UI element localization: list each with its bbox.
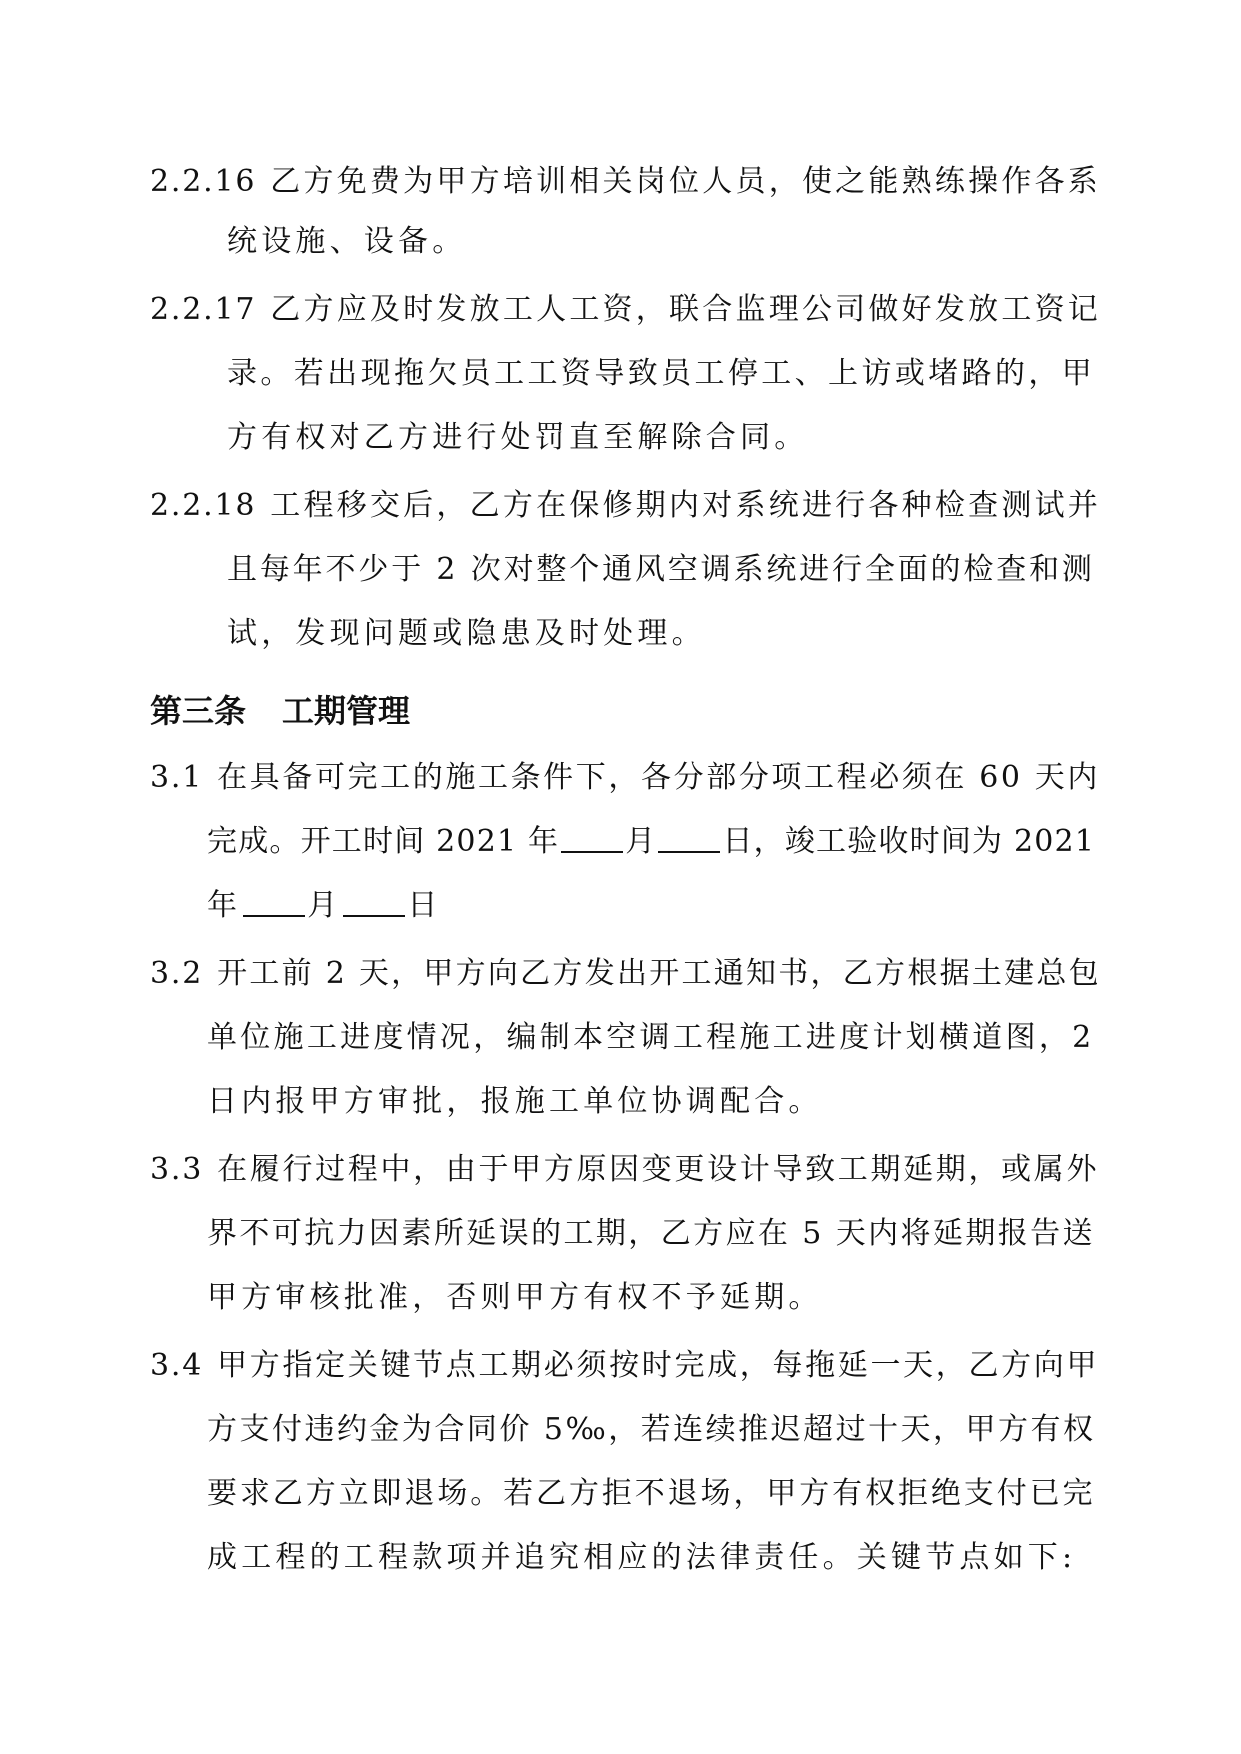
- clause-2-2-18-line-3: 试，发现问题或隐患及时处理。: [227, 616, 706, 651]
- item-3-2-line-2: 单位施工进度情况，编制本空调工程施工进度计划横道图，2: [207, 1020, 1095, 1055]
- item-3-4-line-4: 成工程的工程款项并追究相应的法律责任。关键节点如下:: [207, 1540, 1077, 1575]
- clause-2-2-17-line-2: 录。若出现拖欠员工工资导致员工停工、上访或堵路的，甲: [227, 356, 1096, 391]
- clause-2-2-18-line-2: 且每年不少于 2 次对整个通风空调系统进行全面的检查和测: [227, 552, 1095, 587]
- item-3-1-line-2: 完成。开工时间 2021 年 月 日，竣工验收时间为 2021: [207, 824, 1096, 859]
- clause-2-2-16-line-2: 统设施、设备。: [227, 224, 467, 259]
- item-3-4-line-1: 3.4 甲方指定关键节点工期必须按时完成，每拖延一天，乙方向甲: [150, 1348, 1100, 1383]
- clause-2-2-16-line-1: 2.2.16 乙方免费为甲方培训相关岗位人员，使之能熟练操作各系: [150, 164, 1102, 199]
- item-3-4-line-2: 方支付违约金为合同价 5‰，若连续推迟超过十天，甲方有权: [207, 1412, 1096, 1447]
- item-3-3-line-3: 甲方审核批准，否则甲方有权不予延期。: [207, 1280, 823, 1315]
- month-blank[interactable]: [561, 827, 623, 853]
- clause-2-2-17-line-1: 2.2.17 乙方应及时发放工人工资，联合监理公司做好发放工资记: [150, 292, 1102, 327]
- item-3-1-line-1: 3.1 在具备可完工的施工条件下，各分部分项工程必须在 60 天内: [150, 760, 1100, 795]
- item-3-2-line-3: 日内报甲方审批，报施工单位协调配合。: [207, 1084, 823, 1119]
- section-heading: 第三条 工期管理: [150, 692, 411, 730]
- clause-2-2-18-line-1: 2.2.18 工程移交后，乙方在保修期内对系统进行各种检查测试并: [150, 488, 1102, 523]
- item-3-3-line-1: 3.3 在履行过程中，由于甲方原因变更设计导致工期延期，或属外: [150, 1152, 1100, 1187]
- clause-2-2-17-line-3: 方有权对乙方进行处罚直至解除合同。: [227, 420, 809, 455]
- item-3-3-line-2: 界不可抗力因素所延误的工期，乙方应在 5 天内将延期报告送: [207, 1216, 1095, 1251]
- month-blank[interactable]: [243, 891, 305, 917]
- day-blank[interactable]: [343, 891, 405, 917]
- day-blank[interactable]: [658, 827, 720, 853]
- item-3-4-line-3: 要求乙方立即退场。若乙方拒不退场，甲方有权拒绝支付已完: [207, 1476, 1096, 1511]
- item-3-1-line-3: 年 月 日: [207, 888, 442, 923]
- item-3-2-line-1: 3.2 开工前 2 天，甲方向乙方发出开工通知书，乙方根据土建总包: [150, 956, 1101, 991]
